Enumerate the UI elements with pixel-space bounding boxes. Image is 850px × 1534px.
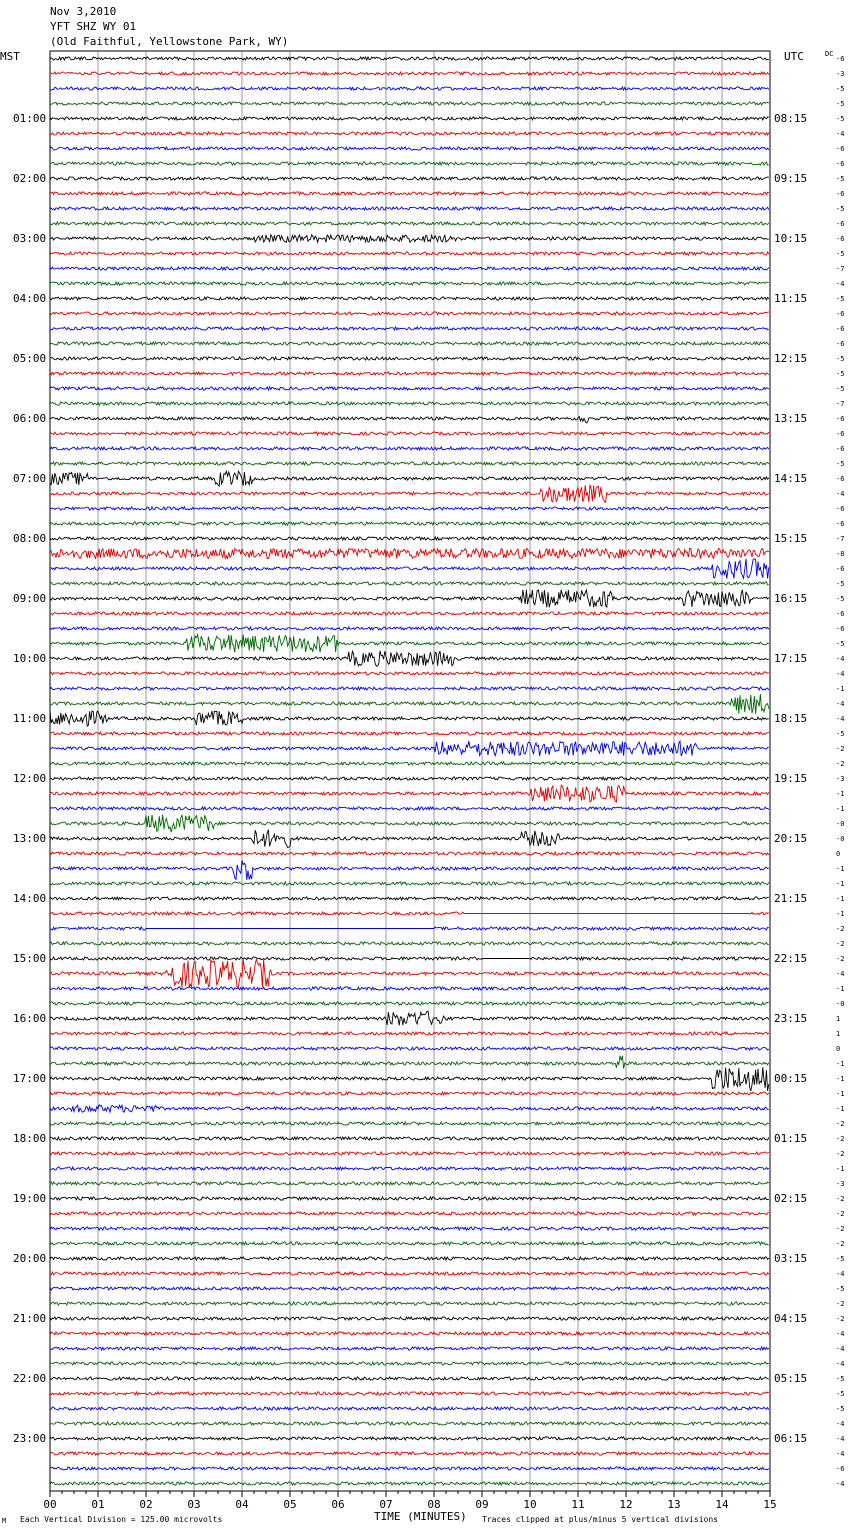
trace-row — [50, 342, 769, 345]
dc-offset-value: -1 — [836, 1059, 845, 1068]
dc-offset-value: -4 — [836, 1434, 845, 1443]
mst-hour-label: 05:00 — [13, 351, 47, 365]
mst-hour-label: 02:00 — [13, 171, 47, 185]
chart-date: Nov 3,2010 — [50, 5, 117, 18]
utc-hour-label: 03:15 — [774, 1251, 808, 1265]
mst-hour-label: 12:00 — [13, 771, 47, 785]
trace-row — [50, 830, 769, 848]
trace-row — [50, 852, 769, 855]
trace-row — [50, 1105, 769, 1112]
trace-row — [50, 177, 769, 180]
x-tick-label: 00 — [43, 1498, 57, 1511]
dc-offset-value: -0 — [836, 999, 845, 1008]
trace-row — [50, 1212, 769, 1215]
x-tick-label: 02 — [139, 1498, 153, 1511]
dc-offset-value: -6 — [836, 564, 845, 573]
utc-hour-label: 05:15 — [774, 1371, 808, 1385]
trace-row — [50, 815, 769, 833]
trace-row — [50, 297, 769, 300]
trace-row — [50, 635, 769, 653]
trace-row — [50, 267, 769, 270]
trace-row — [50, 987, 769, 990]
dc-offset-value: -1 — [836, 1104, 845, 1113]
utc-hour-label: 02:15 — [774, 1191, 808, 1205]
utc-hour-label: 14:15 — [774, 471, 808, 485]
dc-offset-value: -5 — [836, 204, 845, 213]
dc-offset-value: -6 — [836, 429, 845, 438]
dc-offset-value: -1 — [836, 684, 845, 693]
trace-row — [50, 312, 769, 315]
trace-row — [50, 1152, 769, 1155]
dc-offset-value: -2 — [836, 1299, 845, 1308]
dc-offset-value: -4 — [836, 1329, 845, 1338]
dc-offset-value: -4 — [836, 279, 845, 288]
dc-offset-value: -5 — [836, 1404, 845, 1413]
x-tick-label: 07 — [379, 1498, 393, 1511]
trace-row — [50, 548, 769, 558]
trace-row — [50, 627, 769, 630]
trace-row — [50, 1032, 769, 1035]
utc-hour-label: 10:15 — [774, 231, 808, 245]
trace-row — [50, 1482, 769, 1485]
dc-offset-value: -3 — [836, 774, 845, 783]
trace-row — [50, 282, 769, 285]
mst-hour-label: 09:00 — [13, 591, 47, 605]
dc-offset-value: -2 — [836, 759, 845, 768]
trace-row — [50, 762, 769, 765]
trace-row — [50, 387, 769, 390]
chart-location: (Old Faithful, Yellowstone Park, WY) — [50, 35, 289, 48]
dc-offset-value: -4 — [836, 1479, 845, 1488]
x-tick-label: 11 — [571, 1498, 585, 1511]
corner-mark: M — [2, 1517, 7, 1525]
trace-row — [50, 559, 769, 579]
trace-row — [50, 485, 769, 503]
x-tick-label: 12 — [619, 1498, 633, 1511]
mst-hour-label: 06:00 — [13, 411, 47, 425]
mst-hour-label: 03:00 — [13, 231, 47, 245]
trace-row — [50, 582, 769, 585]
trace-row — [50, 327, 769, 330]
trace-row — [50, 252, 769, 255]
x-tick-label: 04 — [235, 1498, 249, 1511]
dc-offset-value: -5 — [836, 1374, 845, 1383]
trace-row — [50, 1332, 769, 1335]
mst-hour-label: 17:00 — [13, 1071, 47, 1085]
dc-offset-value: -2 — [836, 954, 845, 963]
dc-offset-value: -6 — [836, 189, 845, 198]
utc-hour-label: 01:15 — [774, 1131, 808, 1145]
scale-note: Each Vertical Division = 125.00 microvolts — [20, 1515, 223, 1524]
trace-row — [50, 222, 769, 225]
utc-hour-label: 23:15 — [774, 1011, 808, 1025]
dc-offset-value: -0 — [836, 834, 845, 843]
dc-offset-value: -6 — [836, 159, 845, 168]
trace-row — [50, 912, 769, 915]
trace-row — [50, 372, 769, 375]
x-tick-label: 14 — [715, 1498, 729, 1511]
dc-offset-value: -4 — [836, 129, 845, 138]
dc-offset-value: -1 — [836, 1089, 845, 1098]
trace-row — [50, 1011, 769, 1025]
trace-row — [50, 147, 769, 150]
trace-row — [50, 612, 769, 615]
dc-offset-value: -1 — [836, 789, 845, 798]
dc-offset-value: -5 — [836, 639, 845, 648]
trace-row — [50, 897, 769, 900]
dc-offset-value: -2 — [836, 1314, 845, 1323]
utc-hour-label: 20:15 — [774, 831, 808, 845]
utc-hour-label: 18:15 — [774, 711, 808, 725]
dc-offset-value: -5 — [836, 1254, 845, 1263]
dc-offset-value: -6 — [836, 339, 845, 348]
dc-offset-value: -2 — [836, 1194, 845, 1203]
mst-hour-label: 11:00 — [13, 711, 47, 725]
trace-row — [50, 882, 769, 885]
trace-row — [50, 711, 769, 726]
dc-offset-value: -1 — [836, 984, 845, 993]
dc-offset-value: -5 — [836, 594, 845, 603]
trace-row — [50, 687, 769, 690]
dc-offset-value: -2 — [836, 1149, 845, 1158]
utc-hour-label: 12:15 — [774, 351, 808, 365]
mst-hour-label: 13:00 — [13, 831, 47, 845]
trace-row — [50, 741, 769, 756]
trace-row — [50, 1257, 769, 1260]
dc-offset-value: -4 — [836, 699, 845, 708]
trace-row — [50, 402, 769, 405]
dc-offset-value: -5 — [836, 294, 845, 303]
utc-hour-label: 19:15 — [774, 771, 808, 785]
x-tick-label: 10 — [523, 1498, 537, 1511]
dc-offset-value: -4 — [836, 1419, 845, 1428]
dc-offset-value: -5 — [836, 1389, 845, 1398]
trace-row — [50, 860, 769, 880]
dc-offset-value: -1 — [836, 1074, 845, 1083]
trace-row — [50, 462, 769, 465]
trace-row — [50, 1422, 769, 1425]
trace-row — [50, 162, 769, 165]
utc-hour-label: 17:15 — [774, 651, 808, 665]
dc-offset-value: -2 — [836, 939, 845, 948]
trace-row — [50, 1242, 769, 1245]
trace-row — [50, 1122, 769, 1125]
dc-offset-value: -4 — [836, 1449, 845, 1458]
dc-offset-value: -6 — [836, 414, 845, 423]
utc-hour-label: 22:15 — [774, 951, 808, 965]
dc-offset-value: -2 — [836, 1239, 845, 1248]
dc-offset-value: -2 — [836, 1224, 845, 1233]
trace-row — [50, 132, 769, 135]
trace-row — [50, 357, 769, 360]
dc-offset-value: -6 — [836, 54, 845, 63]
trace-row — [50, 507, 769, 510]
trace-row — [50, 651, 769, 666]
trace-row — [50, 417, 769, 423]
x-tick-label: 01 — [91, 1498, 105, 1511]
trace-row — [50, 432, 769, 435]
trace-row — [50, 537, 769, 540]
x-tick-label: 15 — [763, 1498, 777, 1511]
dc-offset-value: -7 — [836, 534, 845, 543]
trace-row — [50, 1137, 769, 1140]
trace-row — [50, 777, 769, 780]
dc-offset-value: 0 — [836, 849, 841, 858]
dc-offset-value: -5 — [836, 354, 845, 363]
dc-offset-value: -1 — [836, 909, 845, 918]
dc-offset-value: -6 — [836, 219, 845, 228]
trace-row — [50, 1182, 769, 1185]
trace-row — [50, 1092, 769, 1095]
trace-row — [50, 1167, 769, 1170]
dc-offset-value: -5 — [836, 459, 845, 468]
trace-row — [50, 672, 769, 675]
utc-hour-label: 08:15 — [774, 111, 808, 125]
trace-row — [50, 590, 769, 608]
x-tick-label: 03 — [187, 1498, 201, 1511]
trace-row — [50, 1362, 769, 1365]
dc-offset-value: -4 — [836, 654, 845, 663]
trace-row — [50, 471, 769, 486]
dc-offset-value: -5 — [836, 1284, 845, 1293]
dc-offset-header: DC — [825, 50, 834, 58]
dc-offset-value: -6 — [836, 144, 845, 153]
dc-offset-value: -6 — [836, 624, 845, 633]
utc-hour-label: 00:15 — [774, 1071, 808, 1085]
dc-offset-value: -5 — [836, 99, 845, 108]
trace-row — [50, 1437, 769, 1440]
dc-offset-value: -7 — [836, 399, 845, 408]
trace-row — [50, 1467, 769, 1470]
trace-row — [50, 1227, 769, 1230]
dc-offset-value: -2 — [836, 1209, 845, 1218]
utc-hour-label: 15:15 — [774, 531, 808, 545]
trace-row — [50, 447, 769, 450]
x-tick-label: 05 — [283, 1498, 297, 1511]
dc-offset-value: -6 — [836, 504, 845, 513]
dc-offset-value: -1 — [836, 894, 845, 903]
utc-hour-label: 16:15 — [774, 591, 808, 605]
x-tick-label: 13 — [667, 1498, 681, 1511]
trace-row — [50, 1377, 769, 1380]
dc-offset-value: -4 — [836, 669, 845, 678]
utc-hour-label: 13:15 — [774, 411, 808, 425]
utc-hour-label: 21:15 — [774, 891, 808, 905]
dc-offset-value: -6 — [836, 324, 845, 333]
dc-offset-value: -4 — [836, 489, 845, 498]
trace-row — [50, 207, 769, 210]
dc-offset-value: -4 — [836, 1344, 845, 1353]
clip-note: Traces clipped at plus/minus 5 vertical divisions — [482, 1515, 719, 1524]
trace-row — [50, 72, 769, 75]
dc-offset-value: 1 — [836, 1029, 841, 1038]
mst-hour-label: 22:00 — [13, 1371, 47, 1385]
dc-offset-value: -5 — [836, 174, 845, 183]
trace-row — [50, 1302, 769, 1305]
dc-offset-value: -2 — [836, 744, 845, 753]
dc-offset-value: -2 — [836, 1134, 845, 1143]
trace-row — [50, 732, 769, 735]
dc-offset-value: -5 — [836, 249, 845, 258]
trace-row — [50, 960, 769, 988]
dc-offset-value: -8 — [836, 549, 845, 558]
mst-hour-label: 01:00 — [13, 111, 47, 125]
trace-row — [50, 1067, 769, 1091]
dc-offset-value: -5 — [836, 84, 845, 93]
dc-offset-value: -6 — [836, 519, 845, 528]
dc-offset-value: -1 — [836, 804, 845, 813]
trace-row — [50, 1287, 769, 1290]
trace-row — [50, 57, 769, 60]
trace-row — [50, 1317, 769, 1320]
dc-offset-value: -5 — [836, 114, 845, 123]
utc-hour-label: 04:15 — [774, 1311, 808, 1325]
dc-offset-value: -4 — [836, 1359, 845, 1368]
trace-row — [50, 1047, 769, 1050]
chart-channel: YFT SHZ WY 01 — [50, 20, 137, 33]
dc-offset-value: -5 — [836, 729, 845, 738]
dc-offset-value: -6 — [836, 1464, 845, 1473]
mst-hour-label: 19:00 — [13, 1191, 47, 1205]
dc-offset-value: -4 — [836, 969, 845, 978]
mst-hour-label: 15:00 — [13, 951, 47, 965]
trace-row — [50, 807, 769, 810]
mst-hour-label: 21:00 — [13, 1311, 47, 1325]
dc-offset-value: -3 — [836, 1179, 845, 1188]
x-tick-label: 08 — [427, 1498, 441, 1511]
trace-row — [50, 1452, 769, 1455]
trace-row — [50, 1056, 769, 1069]
utc-hour-label: 06:15 — [774, 1431, 808, 1445]
utc-zone-label: UTC — [784, 50, 804, 63]
mst-hour-label: 20:00 — [13, 1251, 47, 1265]
trace-row — [50, 192, 769, 195]
mst-zone-label: MST — [0, 50, 20, 63]
mst-hour-label: 18:00 — [13, 1131, 47, 1145]
dc-offset-value: -5 — [836, 369, 845, 378]
dc-offset-value: -2 — [836, 924, 845, 933]
utc-hour-label: 09:15 — [774, 171, 808, 185]
mst-hour-label: 16:00 — [13, 1011, 47, 1025]
dc-offset-value: -6 — [836, 309, 845, 318]
mst-hour-label: 14:00 — [13, 891, 47, 905]
trace-row — [50, 942, 769, 945]
trace-row — [50, 1272, 769, 1275]
dc-offset-value: -3 — [836, 69, 845, 78]
dc-offset-value: -5 — [836, 579, 845, 588]
dc-offset-value: -6 — [836, 609, 845, 618]
trace-row — [50, 785, 769, 802]
x-axis-label: TIME (MINUTES) — [374, 1510, 467, 1523]
trace-row — [50, 1392, 769, 1395]
trace-row — [50, 957, 769, 960]
trace-row — [50, 235, 769, 243]
x-tick-label: 06 — [331, 1498, 345, 1511]
mst-hour-label: 10:00 — [13, 651, 47, 665]
dc-offset-value: -1 — [836, 864, 845, 873]
x-tick-label: 09 — [475, 1498, 489, 1511]
dc-offset-value: -6 — [836, 234, 845, 243]
trace-row — [50, 927, 769, 930]
dc-offset-value: -1 — [836, 1164, 845, 1173]
trace-row — [50, 522, 769, 525]
mst-hour-label: 23:00 — [13, 1431, 47, 1445]
dc-offset-value: -4 — [836, 714, 845, 723]
trace-row — [50, 102, 769, 105]
trace-row — [50, 117, 769, 120]
dc-offset-value: -4 — [836, 1269, 845, 1278]
dc-offset-value: -6 — [836, 444, 845, 453]
dc-offset-value: -0 — [836, 819, 845, 828]
dc-offset-value: -6 — [836, 474, 845, 483]
dc-offset-value: -7 — [836, 264, 845, 273]
utc-hour-label: 11:15 — [774, 291, 808, 305]
trace-row — [50, 1002, 769, 1005]
trace-row — [50, 1407, 769, 1410]
mst-hour-label: 04:00 — [13, 291, 47, 305]
trace-row — [50, 1197, 769, 1200]
dc-offset-value: 0 — [836, 1044, 841, 1053]
trace-row — [50, 1347, 769, 1350]
mst-hour-label: 07:00 — [13, 471, 47, 485]
dc-offset-value: -2 — [836, 1119, 845, 1128]
trace-row — [50, 694, 769, 714]
trace-row — [50, 87, 769, 90]
dc-offset-value: -1 — [836, 879, 845, 888]
mst-hour-label: 08:00 — [13, 531, 47, 545]
dc-offset-value: 1 — [836, 1014, 841, 1023]
dc-offset-value: -5 — [836, 384, 845, 393]
